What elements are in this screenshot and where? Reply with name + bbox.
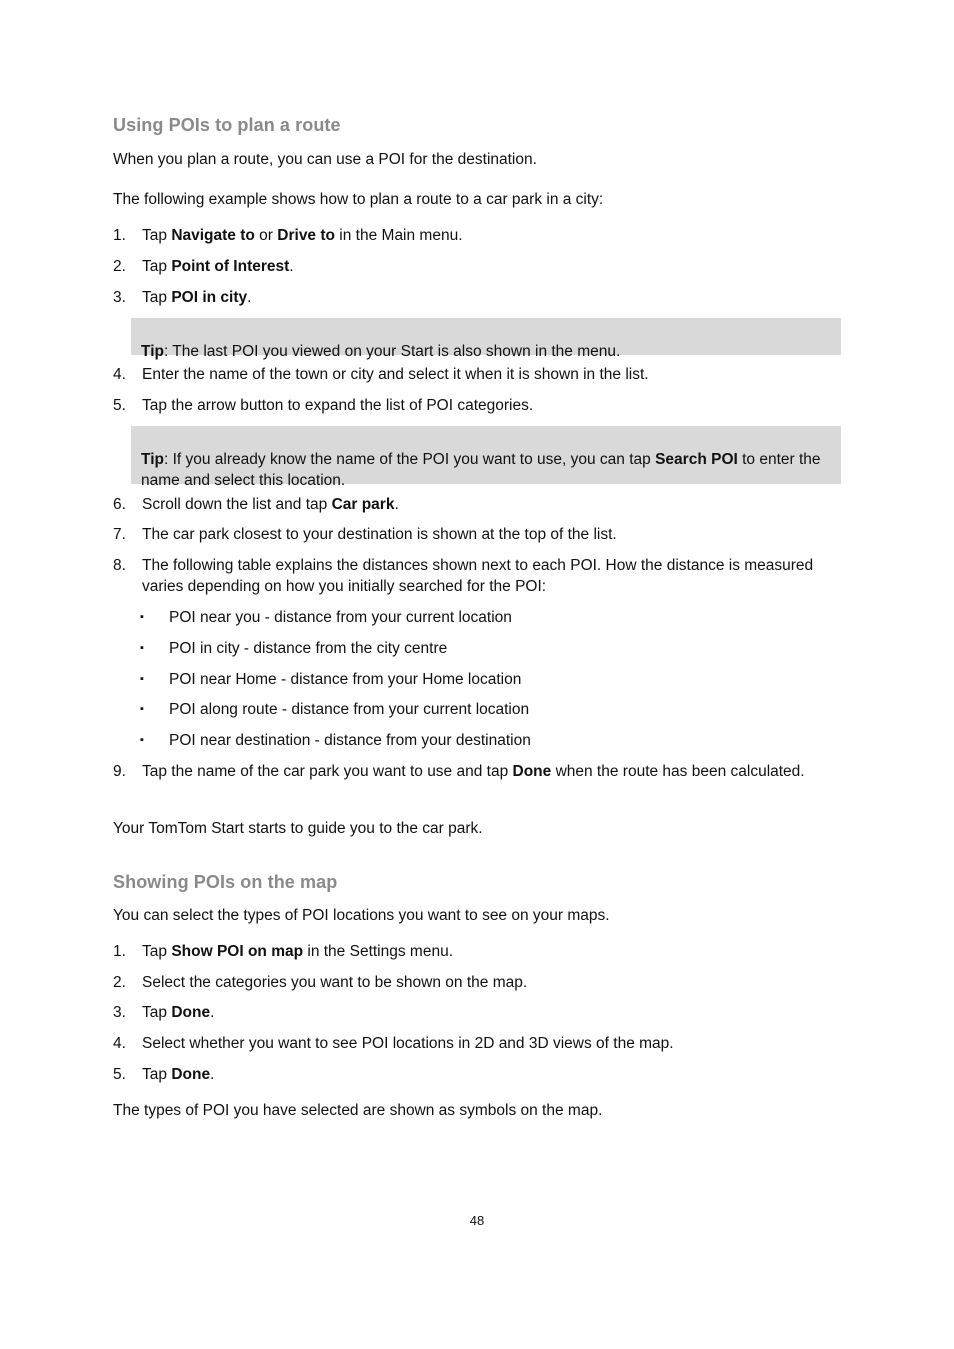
bullet-icon: ▪	[140, 642, 144, 654]
step-number: 4.	[113, 366, 126, 383]
step-number: 7.	[113, 526, 126, 543]
step-text: Enter the name of the town or city and select it when it is shown in the list.	[142, 366, 649, 383]
step-text: Tap the name of the car park you want to use and tap Done when the route has been calculated.	[142, 763, 805, 780]
outro-paragraph: Your TomTom Start starts to guide you to the car park.	[113, 820, 483, 837]
bullet-icon: ▪	[140, 734, 144, 746]
step-number: 4.	[113, 1035, 126, 1052]
step-number: 6.	[113, 496, 126, 513]
section-heading-plan-route: Using POIs to plan a route	[113, 115, 341, 135]
outro-paragraph: The types of POI you have selected are shown as symbols on the map.	[113, 1102, 603, 1119]
bullet-icon: ▪	[140, 673, 144, 685]
step-number: 3.	[113, 1004, 126, 1021]
step-text: Tap the arrow button to expand the list of POI categories.	[142, 397, 534, 414]
bullet-item: POI along route - distance from your current location	[169, 701, 530, 718]
tip-box	[131, 426, 841, 489]
step-number: 1.	[113, 943, 126, 960]
step-number: 8.	[113, 557, 126, 574]
bullet-item: POI near you - distance from your current location	[169, 609, 512, 626]
bullet-item: POI near Home - distance from your Home location	[169, 671, 522, 688]
bullet-item: POI in city - distance from the city centre	[169, 640, 448, 657]
section-heading-show-pois: Showing POIs on the map	[113, 872, 338, 892]
step-text: Tap POI in city.	[142, 289, 252, 306]
step-number: 9.	[113, 763, 126, 780]
step-text: Tap Done.	[142, 1066, 215, 1083]
step-number: 5.	[113, 1066, 126, 1083]
bullet-icon: ▪	[140, 703, 144, 715]
page-number: 48	[469, 1213, 485, 1228]
tip-text: Tip: If you already know the name of the POI you want to use, you can tap Search POI to enter the name and select this location.	[141, 450, 821, 489]
step-number: 2.	[113, 258, 126, 275]
step-text: Tap Point of Interest.	[142, 258, 294, 275]
example-paragraph: The following example shows how to plan a route to a car park in a city:	[113, 191, 604, 208]
step-text: Tap Navigate to or Drive to in the Main menu.	[142, 227, 463, 244]
tip-text: Tip: The last POI you viewed on your Start is also shown in the menu.	[141, 342, 621, 360]
step-number: 1.	[113, 227, 126, 244]
step-number: 5.	[113, 397, 126, 414]
step-number: 2.	[113, 974, 126, 991]
step-text: Tap Done.	[142, 1004, 215, 1021]
step-text: The following table explains the distances shown next to each POI. How the distance is measured varies depending on how you initially searched for the POI:	[142, 557, 814, 595]
intro-paragraph: When you plan a route, you can use a POI for the destination.	[113, 151, 537, 168]
step-number: 3.	[113, 289, 126, 306]
bullet-icon: ▪	[140, 611, 144, 623]
step-text: Select whether you want to see POI locations in 2D and 3D views of the map.	[142, 1035, 674, 1052]
step-text: The car park closest to your destination is shown at the top of the list.	[142, 526, 617, 543]
intro-paragraph: You can select the types of POI locations you want to see on your maps.	[113, 907, 610, 924]
bullet-item: POI near destination - distance from your destination	[169, 732, 531, 749]
step-text: Scroll down the list and tap Car park.	[142, 496, 399, 513]
tip-box	[131, 318, 841, 360]
step-text: Tap Show POI on map in the Settings menu.	[142, 943, 453, 960]
step-text: Select the categories you want to be shown on the map.	[142, 974, 528, 991]
